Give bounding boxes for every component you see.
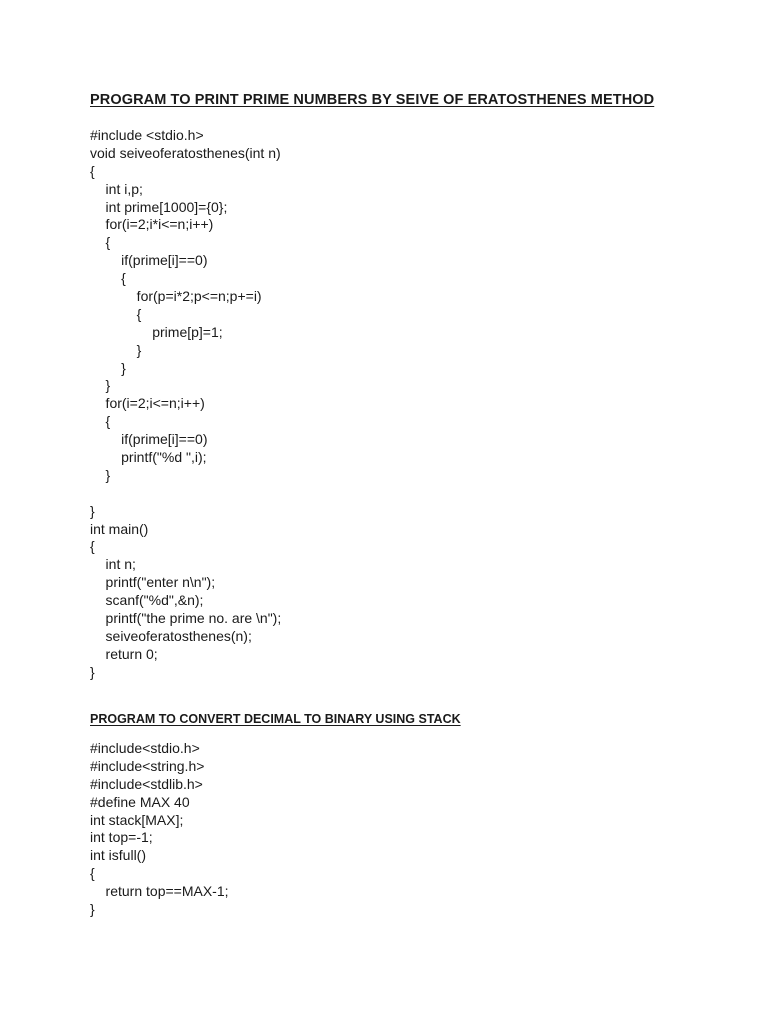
section-heading-sieve: PROGRAM TO PRINT PRIME NUMBERS BY SEIVE OF ERATOSTHENES METHOD [90,92,655,108]
code-line: #define MAX 40 [90,793,190,810]
code-line: } [90,359,126,376]
code-line: { [90,234,111,251]
code-line [90,485,281,503]
code-line: if(prime[i]==0) [90,252,208,269]
code-line: { [90,413,111,430]
code-line: } [90,901,95,918]
section-heading-decimal-binary: PROGRAM TO CONVERT DECIMAL TO BINARY USING STACK [90,712,461,726]
code-line: { [90,538,95,555]
code-line: for(p=i*2;p<=n;p+=i) [90,288,262,305]
code-line: int isfull() [90,847,147,864]
code-line: for(i=2;i*i<=n;i++) [90,216,214,233]
code-line: scanf("%d",&n); [90,592,204,609]
code-line: } [90,502,95,519]
code-line: { [90,162,95,179]
code-line: { [90,305,142,322]
code-line: { [90,865,95,882]
code-line: int top=-1; [90,829,153,846]
code-line: #include<stdio.h> [90,740,200,756]
code-line: } [90,341,142,358]
code-line: seiveoferatosthenes(n); [90,627,252,644]
code-block-decimal-binary [90,740,229,919]
code-line: if(prime[i]==0) [90,431,208,448]
code-line: int main() [90,520,149,537]
code-line: for(i=2;i<=n;i++) [90,395,205,412]
code-line: #include<stdlib.h> [90,775,203,792]
code-line: int n; [90,556,136,573]
code-line: printf("%d ",i); [90,449,207,466]
code-line: #include<string.h> [90,757,205,774]
code-line: prime[p]=1; [90,323,223,340]
code-line: int prime[1000]={0}; [90,198,228,215]
code-line: { [90,270,126,287]
code-line: int stack[MAX]; [90,811,184,828]
code-line: } [90,466,111,483]
code-line: } [90,377,111,394]
code-line: printf("the prime no. are \n"); [90,610,282,627]
code-line: return 0; [90,645,158,662]
code-line: void seiveoferatosthenes(int n) [90,144,281,161]
code-block-sieve [90,127,281,682]
code-line: } [90,663,95,680]
code-line: int i,p; [90,180,143,197]
code-line: return top==MAX-1; [90,883,229,900]
code-line: printf("enter n\n"); [90,574,216,591]
code-line: #include <stdio.h> [90,127,204,143]
